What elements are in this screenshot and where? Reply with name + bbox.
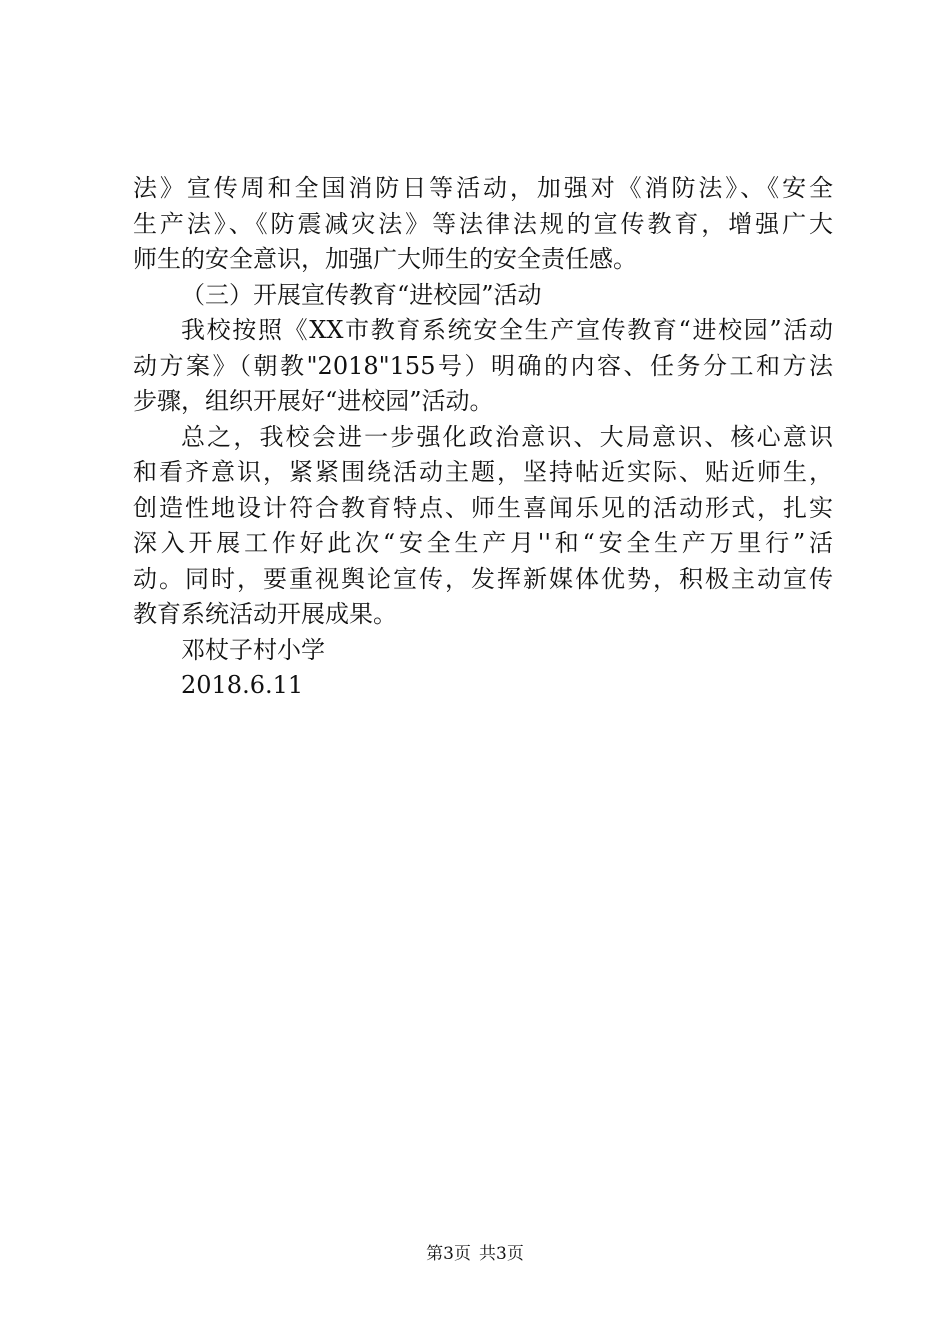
text-line: 生产法》、《防震减灾法》等法律法规的宣传教育，增强广大: [133, 209, 833, 238]
text-line: 法》宣传周和全国消防日等活动，加强对《消防法》、《安全: [133, 174, 833, 202]
text-line: 我校按照《XX市教育系统安全生产宣传教育“进校园”活动: [181, 316, 833, 344]
text-line: 总之，我校会进一步强化政治意识、大局意识、核心意识: [181, 422, 833, 451]
text-line: 和看齐意识，紧紧围绕活动主题，坚持帖近实际、贴近师生，: [133, 458, 833, 486]
page-number: 第3页: [426, 1244, 471, 1264]
text-line: 动方案》（朝教"2018"155号）明确的内容、任务分工和方法: [133, 351, 833, 380]
page-total: 共3页: [479, 1244, 524, 1264]
text-line: 深入开展工作好此次“安全生产月''和“安全生产万里行”活: [133, 529, 833, 557]
signature-date: 2018.6.11: [181, 671, 304, 699]
signature-name: 邓杖子村小学: [181, 635, 325, 664]
page-footer: [0, 1243, 950, 1265]
document-body: [133, 171, 833, 704]
text-line: 动。同时，要重视舆论宣传，发挥新媒体优势，积极主动宣传: [133, 564, 833, 593]
section-heading: （三）开展宣传教育“进校园”活动: [181, 280, 542, 309]
text-line: 创造性地设计符合教育特点、师生喜闻乐见的活动形式，扎实: [133, 493, 833, 522]
text-line: 教育系统活动开展成果。: [133, 600, 397, 628]
text-line: 步骤，组织开展好“进校园”活动。: [133, 387, 494, 415]
text-line: 师生的安全意识，加强广大师生的安全责任感。: [133, 245, 637, 273]
